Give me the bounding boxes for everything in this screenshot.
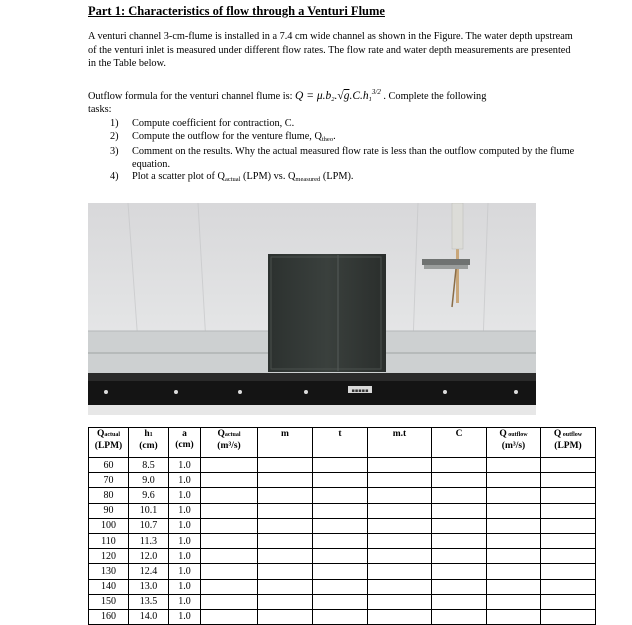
table-cell[interactable] [258, 458, 313, 473]
table-cell[interactable] [258, 549, 313, 564]
task-text: Comment on the results. Why the actual measured flow rate is less than the outflow computed by the flume equation. [132, 146, 575, 170]
table-cell[interactable] [368, 549, 432, 564]
table-cell[interactable] [368, 458, 432, 473]
table-cell[interactable] [432, 503, 487, 518]
table-cell[interactable] [541, 564, 596, 579]
table-cell[interactable] [432, 458, 487, 473]
task-item [110, 118, 580, 131]
table-cell[interactable] [432, 533, 487, 548]
table-cell[interactable] [201, 579, 258, 594]
task-text: Plot a scatter plot of $Q_{actual}$ (LPM) vs. $Q_{measured}$ (LPM). [132, 171, 354, 183]
table-cell[interactable] [313, 473, 368, 488]
table-cell[interactable] [541, 518, 596, 533]
table-cell[interactable] [487, 518, 541, 533]
table-header-cell: m.t [368, 428, 432, 458]
table-cell[interactable] [368, 503, 432, 518]
table-cell: 1.0 [169, 533, 201, 548]
table-cell: 8.5 [129, 458, 169, 473]
table-cell[interactable] [368, 579, 432, 594]
section-heading: Part 1: Characteristics of flow through a Venturi Flume [88, 4, 385, 18]
task-number: 1) [110, 118, 119, 129]
table-cell: 1.0 [169, 564, 201, 579]
table-cell[interactable] [201, 609, 258, 624]
table-cell[interactable] [487, 594, 541, 609]
table-header-row [89, 428, 596, 458]
table-cell: 1.0 [169, 458, 201, 473]
flume-photo-svg [88, 203, 536, 415]
table-row [89, 458, 596, 473]
task-item [110, 131, 580, 147]
table-cell: 90 [89, 503, 129, 518]
table-cell: 1.0 [169, 503, 201, 518]
table-cell[interactable] [201, 503, 258, 518]
table-row [89, 609, 596, 624]
outflow-formula: $Q = \mu.b_2.√g.C.h_1^{3/2}$ [295, 88, 381, 103]
table-cell[interactable] [201, 518, 258, 533]
table-header-cell: Q outflow (LPM) [541, 428, 596, 458]
table-row [89, 518, 596, 533]
table-cell[interactable] [487, 533, 541, 548]
table-cell: 1.0 [169, 473, 201, 488]
table-cell[interactable] [258, 594, 313, 609]
table-cell: 9.6 [129, 488, 169, 503]
table-cell: 1.0 [169, 594, 201, 609]
table-cell[interactable] [313, 458, 368, 473]
table-cell[interactable] [258, 609, 313, 624]
table-cell: 120 [89, 549, 129, 564]
table-cell[interactable] [487, 473, 541, 488]
table-cell[interactable] [432, 549, 487, 564]
intro-paragraph: A venturi channel 3-cm-flume is installed in a 7.4 cm wide channel as shown in the Figure. The water depth upstream of the venturi inlet is measured under different flow rates. The flow rate and water depth measurements are presented in the Table below. [88, 31, 573, 69]
table-cell: 140 [89, 579, 129, 594]
table-cell: 10.7 [129, 518, 169, 533]
table-row [89, 594, 596, 609]
table-cell: 12.4 [129, 564, 169, 579]
table-cell: 13.0 [129, 579, 169, 594]
table-cell[interactable] [201, 594, 258, 609]
table-header-cell: a (cm) [169, 428, 201, 458]
table-cell[interactable] [313, 594, 368, 609]
table-cell[interactable] [432, 488, 487, 503]
table-cell[interactable] [201, 549, 258, 564]
table-cell: 160 [89, 609, 129, 624]
table-cell: 80 [89, 488, 129, 503]
table-cell[interactable] [487, 503, 541, 518]
table-cell[interactable] [368, 488, 432, 503]
table-cell[interactable] [541, 503, 596, 518]
tasks-label: tasks: [88, 104, 112, 115]
table-cell: 60 [89, 458, 129, 473]
table-cell[interactable] [432, 473, 487, 488]
table-cell: 11.3 [129, 533, 169, 548]
task-number: 4) [110, 171, 119, 182]
table-cell[interactable] [368, 609, 432, 624]
table-header-cell: h1 (cm) [129, 428, 169, 458]
table-header-cell: Q outflow (m³/s) [487, 428, 541, 458]
table-cell[interactable] [487, 488, 541, 503]
table-cell[interactable] [313, 503, 368, 518]
table-cell[interactable] [313, 609, 368, 624]
task-number: 3) [110, 146, 119, 157]
table-cell[interactable] [368, 594, 432, 609]
table-cell: 1.0 [169, 488, 201, 503]
table-header-cell: t [313, 428, 368, 458]
table-cell[interactable] [541, 458, 596, 473]
table-cell[interactable] [487, 564, 541, 579]
table-cell[interactable] [368, 518, 432, 533]
task-text: Compute the outflow for the venture flume, $Q_{theo}$. [132, 130, 336, 143]
table-cell[interactable] [258, 564, 313, 579]
table-cell[interactable] [258, 473, 313, 488]
table-cell[interactable] [432, 564, 487, 579]
table-cell: 14.0 [129, 609, 169, 624]
table-cell: 100 [89, 518, 129, 533]
table-cell[interactable] [487, 458, 541, 473]
task-item [110, 171, 580, 187]
task-text: Compute coefficient for contraction, C. [132, 118, 295, 129]
table-cell: 70 [89, 473, 129, 488]
formula-suffix: . Complete the following [380, 90, 487, 102]
photo-tag: ▪▪▪▪▪ [351, 388, 369, 394]
task-number: 2) [110, 130, 119, 142]
table-cell: 10.1 [129, 503, 169, 518]
table-row [89, 503, 596, 518]
table-row [89, 488, 596, 503]
table-cell[interactable] [487, 579, 541, 594]
table-cell[interactable] [487, 549, 541, 564]
table-header-cell: C [432, 428, 487, 458]
table-cell[interactable] [313, 518, 368, 533]
table-cell: 1.0 [169, 609, 201, 624]
table-body [89, 458, 596, 625]
table-cell: 1.0 [169, 579, 201, 594]
table-cell[interactable] [432, 594, 487, 609]
table-cell[interactable] [313, 533, 368, 548]
table-cell[interactable] [201, 473, 258, 488]
table-cell[interactable] [541, 549, 596, 564]
table-cell[interactable] [258, 488, 313, 503]
flume-photo [88, 203, 536, 415]
formula-line [88, 86, 578, 106]
table-cell[interactable] [487, 609, 541, 624]
table-cell[interactable] [541, 579, 596, 594]
table-cell[interactable] [313, 579, 368, 594]
table-cell[interactable] [258, 503, 313, 518]
table-cell[interactable] [541, 609, 596, 624]
table-cell[interactable] [541, 533, 596, 548]
table-header-cell: Qactual (LPM) [89, 428, 129, 458]
table-row [89, 549, 596, 564]
table-cell[interactable] [432, 579, 487, 594]
table-cell: 9.0 [129, 473, 169, 488]
table-cell[interactable] [258, 533, 313, 548]
table-cell: 12.0 [129, 549, 169, 564]
table-cell[interactable] [432, 518, 487, 533]
table-cell[interactable] [313, 564, 368, 579]
table-cell[interactable] [258, 518, 313, 533]
table-cell: 150 [89, 594, 129, 609]
table-cell[interactable] [541, 488, 596, 503]
table-row [89, 564, 596, 579]
table-cell: 110 [89, 533, 129, 548]
table-cell[interactable] [541, 594, 596, 609]
table-cell[interactable] [313, 488, 368, 503]
table-row [89, 473, 596, 488]
table-row [89, 533, 596, 548]
table-cell[interactable] [201, 488, 258, 503]
table-cell[interactable] [368, 473, 432, 488]
table-cell: 13.5 [129, 594, 169, 609]
table-cell: 1.0 [169, 549, 201, 564]
formula-prefix: Outflow formula for the venturi channel flume is: [88, 90, 296, 102]
table-cell[interactable] [201, 533, 258, 548]
table-cell: 130 [89, 564, 129, 579]
table-cell: 1.0 [169, 518, 201, 533]
table-row [89, 579, 596, 594]
table-header-cell: m [258, 428, 313, 458]
table-cell[interactable] [258, 579, 313, 594]
table-cell[interactable] [368, 533, 432, 548]
table-cell[interactable] [313, 549, 368, 564]
table-cell[interactable] [432, 609, 487, 624]
measurements-table [88, 427, 596, 625]
table-header-cell: Qactual (m³/s) [201, 428, 258, 458]
table-cell[interactable] [201, 564, 258, 579]
table-cell[interactable] [201, 458, 258, 473]
task-item [110, 146, 580, 171]
table-cell[interactable] [541, 473, 596, 488]
table-cell[interactable] [368, 564, 432, 579]
task-list [110, 118, 580, 187]
